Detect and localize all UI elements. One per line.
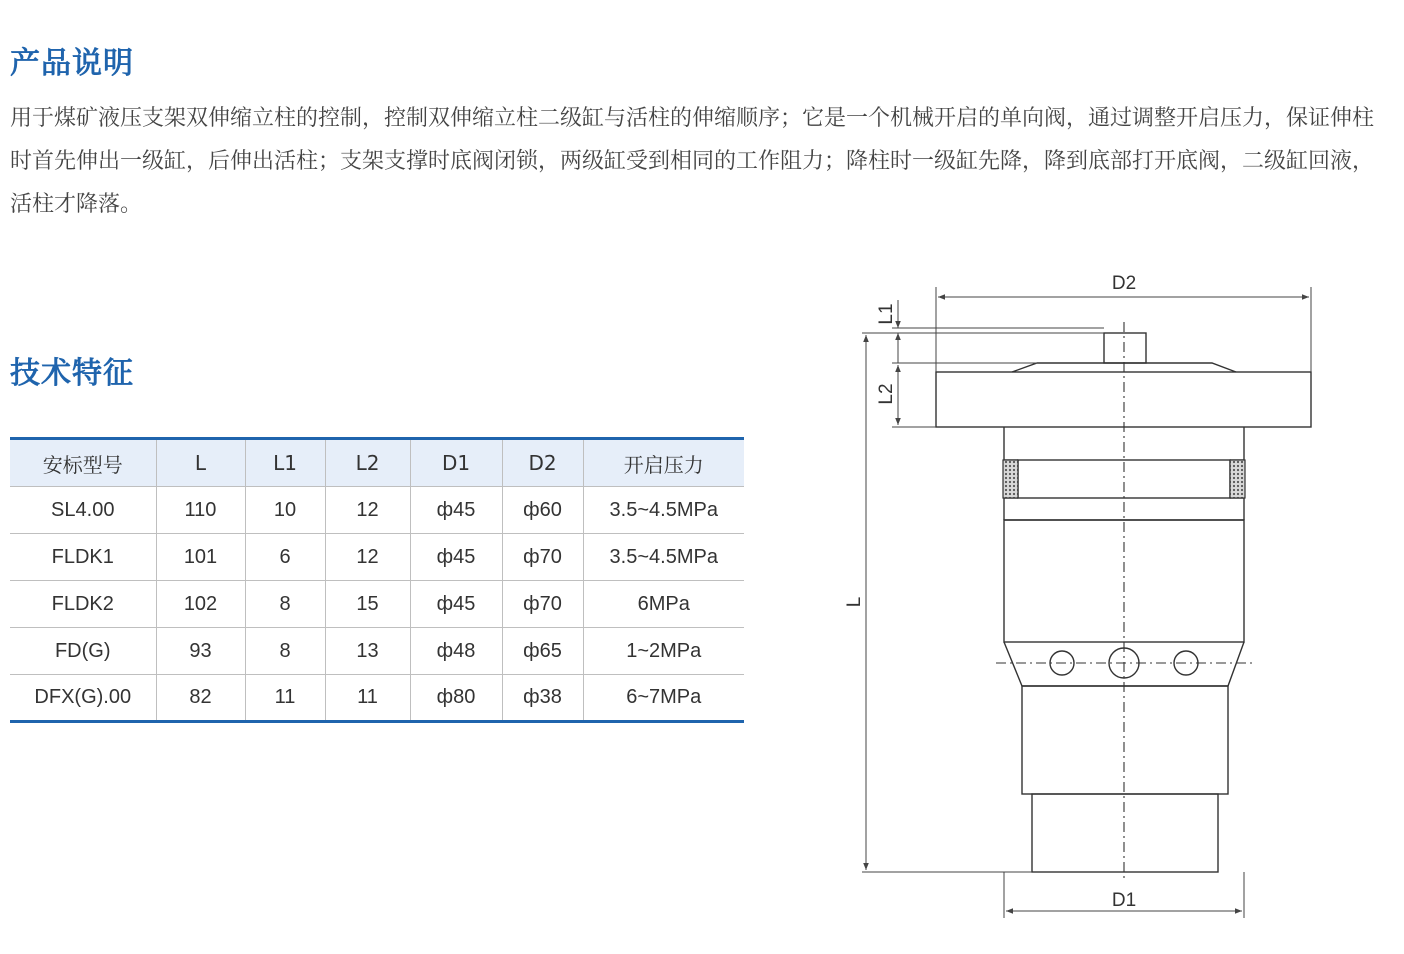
- label-l2: L2: [876, 383, 897, 405]
- cell-d1: ф45: [410, 534, 502, 581]
- cell-model: DFX(G).00: [10, 675, 156, 722]
- cell-l2: 12: [325, 534, 410, 581]
- cell-d1: ф80: [410, 675, 502, 722]
- label-d2: D2: [1111, 273, 1137, 294]
- cell-d1: ф48: [410, 628, 502, 675]
- column-header-pressure: 开启压力: [623, 452, 704, 477]
- cell-pressure: 6~7MPa: [626, 686, 702, 708]
- section-title-specs: 技术特征: [10, 356, 134, 391]
- cell-pressure: 3.5~4.5MPa: [609, 498, 718, 521]
- cell-l1: 8: [245, 628, 325, 675]
- cell-l: 102: [156, 581, 245, 628]
- description-text: 用于煤矿液压支架双伸缩立柱的控制，控制双伸缩立柱二级缸与活柱的伸缩顺序；它是一个机械开启的单向阀，通过调整开启压力，保证伸柱时首先伸出一级缸，后伸出活柱；支架支撑时底阀闭锁，两级缸受到相同的工作阻力；降柱时一级缸先降，降到底部打开底阀，二级缸回液，活柱才降落。: [10, 106, 1375, 217]
- cell-d2: ф38: [502, 675, 583, 722]
- cell-d1: ф45: [410, 581, 502, 628]
- cell-pressure: 1~2MPa: [626, 639, 702, 662]
- section-title-description: 产品说明: [10, 46, 134, 81]
- cell-d2: ф70: [502, 581, 583, 628]
- column-header-l1: L1: [245, 439, 325, 487]
- cell-l1: 8: [245, 581, 325, 628]
- cell-pressure: 3.5~4.5MPa: [609, 545, 718, 568]
- cell-model: FD(G): [10, 628, 156, 675]
- cell-model: SL4.00: [10, 487, 156, 534]
- center-lines: [996, 322, 1252, 882]
- cell-l1: 10: [245, 487, 325, 534]
- column-header-d1: D1: [410, 439, 502, 487]
- cell-l1: 6: [245, 534, 325, 581]
- cell-model: FLDK2: [10, 581, 156, 628]
- cell-l: 82: [156, 675, 245, 722]
- cell-l2: 13: [325, 628, 410, 675]
- cell-d1: ф45: [410, 487, 502, 534]
- cell-model: FLDK1: [10, 534, 156, 581]
- label-d1: D1: [1111, 890, 1137, 911]
- column-header-model: 安标型号: [10, 439, 156, 487]
- label-l1: L1: [876, 303, 897, 325]
- cell-l1: 11: [245, 675, 325, 722]
- cell-d2: ф70: [502, 534, 583, 581]
- cell-l2: 11: [325, 675, 410, 722]
- column-header-l: L: [156, 439, 245, 487]
- cell-pressure: 6MPa: [637, 592, 690, 615]
- column-header-l2: L2: [325, 439, 410, 487]
- cell-l2: 15: [325, 581, 410, 628]
- column-header-d2: D2: [502, 439, 583, 487]
- seal-ring-left: [1003, 460, 1018, 498]
- cell-l2: 12: [325, 487, 410, 534]
- label-l: L: [844, 596, 865, 608]
- cell-l: 110: [156, 487, 245, 534]
- cell-d2: ф65: [502, 628, 583, 675]
- cell-l: 93: [156, 628, 245, 675]
- cell-l: 101: [156, 534, 245, 581]
- seal-ring-right: [1230, 460, 1245, 498]
- cell-d2: ф60: [502, 487, 583, 534]
